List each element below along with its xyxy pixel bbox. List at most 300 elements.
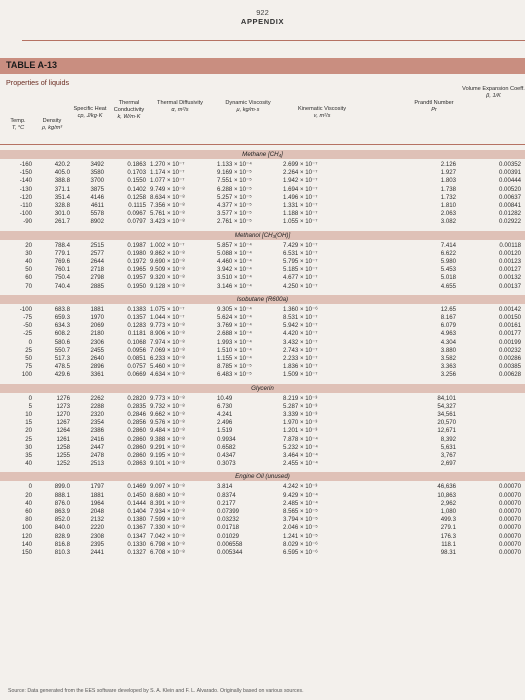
cell-alpha: 7.934 × 10⁻⁸: [150, 508, 185, 515]
cell-density: 517.3: [54, 355, 70, 362]
cell-temp: -120: [19, 193, 32, 201]
cell-density: 828.9: [54, 532, 70, 540]
cell-cp: 1881: [90, 491, 104, 499]
cell-nu: 5.795 × 10⁻⁷: [283, 258, 318, 265]
cell-temp: 25: [25, 435, 32, 443]
cell-pr: 12.65: [440, 305, 456, 313]
cell-k: 0.2835: [127, 402, 146, 410]
cell-cp: 2386: [90, 427, 104, 435]
cell-mu: 5.088 × 10⁻⁴: [217, 249, 252, 257]
cell-alpha: 7.042 × 10⁻⁸: [150, 532, 185, 540]
section-band: [0, 384, 525, 393]
cell-density: 1270: [56, 411, 70, 418]
cell-k: 0.1444: [127, 499, 146, 507]
column-unit: α, m²/s: [171, 107, 189, 113]
cell-mu: 2.688 × 10⁻⁴: [217, 330, 252, 338]
table-row: [0, 500, 525, 508]
cell-density: 876.0: [54, 499, 70, 507]
cell-mu: 2.761 × 10⁻⁵: [217, 218, 252, 226]
cell-nu: 1.241 × 10⁻⁵: [283, 532, 318, 540]
cell-nu: 1.201 × 10⁻³: [283, 427, 318, 435]
cell-alpha: 6.708 × 10⁻⁸: [150, 549, 185, 556]
cell-nu: 1.694 × 10⁻⁷: [283, 185, 318, 193]
cell-nu: 5.232 × 10⁻⁴: [283, 443, 318, 451]
cell-k: 0.1380: [127, 516, 146, 524]
cell-alpha: 9.773 × 10⁻⁸: [150, 394, 185, 402]
cell-cp: 2515: [90, 241, 104, 249]
cell-density: 788.4: [54, 241, 70, 249]
cell-density: 388.8: [54, 177, 70, 185]
cell-mu: 0.03232: [217, 516, 240, 524]
cell-pr: 2.126: [440, 161, 456, 168]
cell-pr: 1.738: [440, 185, 456, 193]
cell-mu: 1.993 × 10⁻⁴: [217, 338, 252, 346]
cell-k: 0.1965: [127, 266, 146, 274]
cell-beta: 0.00150: [498, 314, 521, 321]
cell-pr: 10,863: [437, 491, 456, 499]
cell-alpha: 9.749 × 10⁻⁸: [150, 185, 185, 193]
cell-temp: 20: [25, 241, 32, 249]
cell-cp: 1964: [90, 499, 104, 507]
cell-nu: 1.496 × 10⁻⁷: [283, 193, 318, 201]
cell-cp: 4146: [90, 193, 104, 201]
cell-cp: 2288: [90, 402, 104, 410]
cell-nu: 1.331 × 10⁻⁷: [283, 202, 318, 209]
cell-k: 0.0956: [127, 346, 146, 354]
cell-temp: -25: [23, 330, 32, 338]
cell-nu: 4.677 × 10⁻⁷: [283, 274, 318, 282]
section-band: [0, 150, 525, 159]
cell-density: 683.8: [54, 305, 70, 313]
section-title: Engine Oil (unused): [235, 473, 290, 481]
cell-alpha: 1.174 × 10⁻⁷: [150, 169, 185, 177]
cell-cp: 1881: [90, 305, 104, 313]
cell-pr: 1.732: [440, 193, 456, 201]
cell-beta: 0.00070: [498, 532, 521, 540]
cell-k: 0.1115: [128, 202, 146, 209]
cell-temp: 80: [25, 516, 32, 524]
cell-beta: 0.02922: [498, 218, 521, 226]
cell-pr: 5,631: [440, 443, 456, 451]
cell-k: 0.2846: [127, 411, 146, 418]
cell-k: 0.0669: [127, 371, 146, 379]
cell-density: 840.0: [54, 524, 70, 532]
cell-pr: 6.079: [440, 322, 456, 330]
cell-mu: 0.006558: [217, 540, 243, 548]
cell-pr: 176.3: [440, 532, 456, 540]
cell-pr: 3,767: [440, 452, 456, 459]
cell-k: 0.0797: [127, 218, 146, 226]
section-title: Methane [CH₄]: [242, 151, 283, 158]
cell-temp: 35: [25, 452, 32, 459]
cell-density: 429.6: [54, 371, 70, 379]
cell-alpha: 7.599 × 10⁻⁸: [150, 516, 185, 524]
cell-pr: 279.1: [440, 524, 456, 532]
section-band: [0, 295, 525, 304]
cell-alpha: 5.761 × 10⁻⁸: [150, 210, 185, 218]
cell-density: 816.8: [54, 540, 70, 548]
cell-pr: 4.963: [440, 330, 456, 338]
cell-density: 1276: [56, 394, 70, 402]
cell-alpha: 9.388 × 10⁻⁸: [150, 435, 185, 443]
cell-temp: -100: [19, 305, 32, 313]
cell-density: 760.1: [54, 266, 70, 274]
cell-beta: 0.00118: [499, 241, 521, 249]
cell-beta: 0.00232: [498, 346, 521, 354]
table-row: [0, 322, 525, 330]
cell-temp: 20: [25, 427, 32, 435]
cell-temp: -140: [19, 177, 32, 185]
cell-k: 0.0757: [127, 363, 146, 371]
table-row: [0, 533, 525, 541]
table-row: [0, 250, 525, 258]
cell-alpha: 9.291 × 10⁻⁸: [150, 443, 185, 451]
cell-temp: 50: [25, 355, 32, 362]
cell-density: 351.4: [54, 193, 70, 201]
table-title-bar: [0, 58, 525, 74]
cell-cp: 2513: [90, 460, 104, 468]
column-header-nu: [277, 106, 367, 120]
cell-pr: 8,392: [440, 435, 456, 443]
header-bottom-rule: [0, 144, 525, 145]
column-label: Volume Expansion Coeff.: [462, 86, 525, 92]
cell-temp: 0: [28, 338, 32, 346]
cell-density: 810.3: [54, 549, 70, 556]
cell-density: 608.2: [54, 330, 70, 338]
cell-k: 0.1402: [127, 185, 146, 193]
cell-density: 550.7: [54, 346, 70, 354]
cell-nu: 2.046 × 10⁻⁵: [283, 524, 318, 532]
cell-pr: 1.803: [440, 177, 456, 185]
cell-density: 852.0: [54, 516, 70, 524]
cell-temp: -160: [19, 161, 32, 168]
cell-alpha: 5.460 × 10⁻⁸: [150, 363, 185, 371]
column-header-beta: [460, 86, 525, 100]
cell-beta: 0.00142: [498, 305, 521, 313]
cell-beta: 0.00137: [498, 282, 521, 290]
cell-cp: 4611: [90, 202, 104, 209]
cell-mu: 5.857 × 10⁻⁴: [217, 241, 252, 249]
cell-beta: 0.00070: [498, 508, 521, 515]
cell-mu: 0.01718: [217, 524, 240, 532]
cell-alpha: 8.391 × 10⁻⁸: [150, 499, 185, 507]
cell-temp: 5: [28, 402, 32, 410]
cell-pr: 2,962: [440, 499, 456, 507]
table-row: [0, 363, 525, 371]
table-row: [0, 444, 525, 452]
cell-cp: 2718: [90, 266, 104, 274]
cell-beta: 0.00391: [498, 169, 521, 177]
cell-density: 478.5: [54, 363, 70, 371]
cell-cp: 3580: [90, 169, 104, 177]
cell-k: 0.1863: [127, 161, 146, 168]
cell-mu: 1.510 × 10⁻⁴: [217, 346, 252, 354]
cell-temp: -50: [23, 322, 32, 330]
cell-pr: 499.3: [440, 516, 456, 524]
cell-k: 0.1980: [127, 249, 146, 257]
table-row: [0, 210, 525, 218]
cell-nu: 5.942 × 10⁻⁷: [283, 322, 318, 330]
cell-alpha: 9.128 × 10⁻⁸: [150, 282, 185, 290]
column-unit: ρ, kg/m³: [41, 125, 63, 131]
cell-mu: 5.624 × 10⁻⁴: [217, 314, 252, 321]
cell-alpha: 7.069 × 10⁻⁸: [150, 346, 185, 354]
column-unit: T, °C: [11, 125, 25, 131]
section-title: Methanol [CH₃(OH)]: [234, 231, 291, 239]
cell-density: 863.9: [54, 508, 70, 515]
cell-mu: 0.6582: [217, 443, 236, 451]
cell-k: 0.1703: [127, 169, 146, 177]
table-row: [0, 419, 525, 427]
cell-temp: 0: [28, 483, 32, 491]
cell-density: 1273: [56, 402, 70, 410]
appendix-label: APPENDIX: [240, 17, 285, 26]
table-row: [0, 258, 525, 266]
cell-temp: 25: [25, 346, 32, 354]
cell-cp: 2455: [90, 346, 104, 354]
cell-beta: 0.00841: [498, 202, 521, 209]
column-unit: Pr: [431, 107, 437, 113]
table-row: [0, 492, 525, 500]
cell-k: 0.1972: [127, 258, 146, 265]
cell-alpha: 9.773 × 10⁻⁸: [150, 322, 185, 330]
cell-cp: 2885: [90, 282, 104, 290]
cell-alpha: 1.002 × 10⁻⁷: [150, 241, 185, 249]
cell-beta: 0.00199: [498, 338, 521, 346]
cell-mu: 0.3073: [217, 460, 236, 468]
table-row: [0, 274, 525, 282]
cell-temp: 40: [25, 460, 32, 468]
cell-nu: 5.185 × 10⁻⁷: [283, 266, 318, 274]
section-band: [0, 472, 525, 481]
cell-nu: 8.565 × 10⁻⁵: [283, 508, 318, 515]
table-row: [0, 403, 525, 411]
cell-pr: 84,101: [437, 394, 456, 402]
cell-density: 1252: [56, 460, 70, 468]
cell-mu: 3.577 × 10⁻⁵: [217, 210, 252, 218]
cell-alpha: 9.101 × 10⁻⁸: [150, 460, 185, 468]
cell-alpha: 8.906 × 10⁻⁸: [150, 330, 185, 338]
cell-cp: 2320: [90, 411, 104, 418]
cell-pr: 46,636: [437, 483, 456, 491]
table-row: [0, 177, 525, 185]
cell-pr: 6.622: [440, 249, 456, 257]
cell-temp: 30: [25, 443, 32, 451]
cell-k: 0.1550: [127, 177, 146, 185]
cell-density: 580.6: [54, 338, 70, 346]
cell-cp: 2577: [90, 249, 104, 257]
cell-pr: 2,697: [440, 460, 456, 468]
cell-nu: 2.233 × 10⁻⁷: [283, 355, 318, 362]
cell-mu: 3.510 × 10⁻⁴: [217, 274, 252, 282]
cell-nu: 7.429 × 10⁻⁷: [283, 241, 318, 249]
cell-cp: 2644: [90, 258, 104, 265]
table-row: [0, 508, 525, 516]
cell-density: 301.0: [54, 210, 70, 218]
cell-mu: 0.4347: [217, 452, 236, 459]
cell-nu: 8.029 × 10⁻⁶: [283, 540, 318, 548]
cell-density: 899.0: [54, 483, 70, 491]
table-row: [0, 516, 525, 524]
cell-beta: 0.00177: [498, 330, 521, 338]
cell-mu: 6.288 × 10⁻⁵: [217, 185, 252, 193]
cell-alpha: 9.484 × 10⁻⁸: [150, 427, 185, 435]
table-row: [0, 314, 525, 322]
cell-nu: 2.699 × 10⁻⁷: [283, 161, 318, 168]
cell-pr: 1.810: [440, 202, 456, 209]
cell-pr: 5.980: [440, 258, 456, 265]
cell-mu: 0.07399: [217, 508, 240, 515]
cell-cp: 2447: [90, 443, 104, 451]
section-title: Isobutane (R600a): [236, 295, 289, 303]
table-row: [0, 371, 525, 379]
cell-pr: 12,671: [437, 427, 456, 435]
cell-pr: 118.1: [441, 540, 456, 548]
cell-density: 405.0: [54, 169, 70, 177]
cell-density: 769.6: [54, 258, 70, 265]
cell-mu: 10.49: [217, 394, 233, 402]
table-row: [0, 186, 525, 194]
cell-temp: -75: [23, 314, 32, 321]
cell-temp: 120: [21, 532, 32, 540]
table-row: [0, 541, 525, 549]
cell-temp: -110: [20, 202, 32, 209]
cell-alpha: 7.330 × 10⁻⁸: [150, 524, 185, 532]
cell-cp: 2441: [90, 549, 104, 556]
column-label: Dynamic Viscosity: [225, 100, 271, 106]
cell-alpha: 4.634 × 10⁻⁸: [150, 371, 185, 379]
cell-density: 261.7: [54, 218, 70, 226]
cell-nu: 1.836 × 10⁻⁷: [283, 363, 318, 371]
cell-mu: 1.519: [217, 427, 233, 435]
column-label: Kinematic Viscosity: [297, 106, 347, 112]
cell-nu: 7.878 × 10⁻⁴: [283, 435, 318, 443]
cell-cp: 5578: [90, 210, 104, 218]
cell-cp: 2395: [90, 540, 104, 548]
table-subtitle: Properties of liquids: [6, 78, 70, 87]
cell-pr: 7.414: [440, 241, 456, 249]
cell-alpha: 6.233 × 10⁻⁸: [150, 355, 185, 362]
cell-alpha: 9.320 × 10⁻⁸: [150, 274, 185, 282]
cell-cp: 2048: [90, 508, 104, 515]
table-row: [0, 194, 525, 202]
cell-alpha: 3.423 × 10⁻⁸: [150, 218, 185, 226]
column-header-density: [28, 118, 76, 132]
cell-alpha: 9.690 × 10⁻⁸: [150, 258, 185, 265]
cell-k: 0.1367: [127, 524, 146, 532]
cell-mu: 4.460 × 10⁻⁴: [217, 258, 252, 265]
column-label: Density: [42, 118, 62, 124]
cell-mu: 3.942 × 10⁻⁴: [217, 266, 252, 274]
table-row: [0, 355, 525, 363]
column-unit: cp, J/kg·K: [77, 113, 103, 119]
cell-density: 1258: [56, 443, 70, 451]
table-row: [0, 306, 525, 314]
cell-temp: 60: [25, 274, 32, 282]
cell-pr: 1.927: [440, 169, 456, 177]
cell-alpha: 6.798 × 10⁻⁸: [150, 540, 185, 548]
cell-k: 0.1330: [127, 540, 146, 548]
cell-nu: 2.264 × 10⁻⁷: [283, 169, 318, 177]
cell-mu: 9.305 × 10⁻⁴: [217, 305, 252, 313]
cell-beta: 0.00637: [498, 193, 521, 201]
column-header-mu: [211, 100, 285, 114]
cell-beta: 0.00070: [498, 549, 521, 556]
cell-mu: 6.483 × 10⁻⁵: [217, 371, 252, 379]
cell-mu: 3.814: [217, 483, 233, 491]
cell-alpha: 1.077 × 10⁻⁷: [150, 177, 185, 185]
cell-k: 0.1383: [127, 305, 146, 313]
cell-pr: 34,561: [437, 411, 456, 418]
cell-density: 634.3: [54, 322, 70, 330]
column-unit: ν, m²/s: [313, 113, 331, 119]
cell-alpha: 8.680 × 10⁻⁸: [150, 491, 185, 499]
cell-temp: 10: [25, 411, 32, 418]
cell-mu: 1.155 × 10⁻⁴: [217, 355, 252, 362]
cell-k: 0.2856: [127, 419, 146, 427]
table-row: [0, 339, 525, 347]
column-label: Prandtl Number: [414, 100, 454, 106]
cell-temp: 70: [25, 282, 32, 290]
cell-mu: 3.769 × 10⁻⁴: [217, 322, 252, 330]
cell-beta: 0.00520: [498, 185, 521, 193]
cell-alpha: 1.075 × 10⁻⁷: [150, 305, 185, 313]
cell-pr: 5.453: [440, 266, 456, 274]
cell-beta: 0.00070: [498, 483, 521, 491]
cell-k: 0.2860: [127, 427, 146, 435]
cell-density: 371.1: [54, 185, 70, 193]
cell-mu: 0.2177: [217, 499, 236, 507]
cell-nu: 3.339 × 10⁻³: [283, 411, 318, 418]
cell-beta: 0.00385: [498, 363, 521, 371]
cell-mu: 4.241: [217, 411, 233, 418]
cell-k: 0.1469: [127, 483, 146, 491]
cell-temp: 40: [25, 258, 32, 265]
cell-beta: 0.00070: [498, 524, 521, 532]
column-unit: β, 1/K: [486, 93, 501, 99]
cell-alpha: 9.732 × 10⁻⁸: [150, 402, 185, 410]
cell-cp: 3700: [90, 177, 104, 185]
cell-cp: 2896: [90, 363, 104, 371]
cell-mu: 0.9934: [217, 435, 236, 443]
table-row: [0, 266, 525, 274]
table-title: TABLE A-13: [6, 60, 58, 70]
cell-cp: 3875: [90, 185, 104, 193]
table-footnote: Source: Data generated from the EES software developed by S. A. Klein and F. L. Alvarado. Originally based on various sources.: [8, 688, 304, 694]
cell-nu: 3.794 × 10⁻⁵: [283, 516, 318, 524]
cell-temp: -100: [19, 210, 32, 218]
cell-pr: 3.880: [440, 346, 456, 354]
cell-cp: 2306: [90, 338, 104, 346]
cell-temp: 50: [25, 266, 32, 274]
cell-k: 0.2863: [127, 460, 146, 468]
cell-k: 0.2860: [127, 435, 146, 443]
cell-mu: 8.785 × 10⁻⁵: [217, 363, 252, 371]
cell-density: 659.3: [54, 314, 70, 321]
cell-nu: 4.250 × 10⁻⁷: [283, 282, 318, 290]
cell-pr: 20,570: [437, 419, 456, 427]
cell-alpha: 9.662 × 10⁻⁸: [150, 411, 185, 418]
cell-k: 0.0967: [127, 210, 146, 218]
table-row: [0, 395, 525, 403]
cell-cp: 2262: [90, 394, 104, 402]
cell-mu: 0.01029: [217, 532, 240, 540]
cell-nu: 1.055 × 10⁻⁷: [283, 218, 318, 226]
cell-density: 1264: [56, 427, 70, 435]
cell-alpha: 7.974 × 10⁻⁸: [150, 338, 185, 346]
cell-nu: 8.219 × 10⁻³: [283, 394, 318, 402]
cell-temp: 100: [21, 524, 32, 532]
